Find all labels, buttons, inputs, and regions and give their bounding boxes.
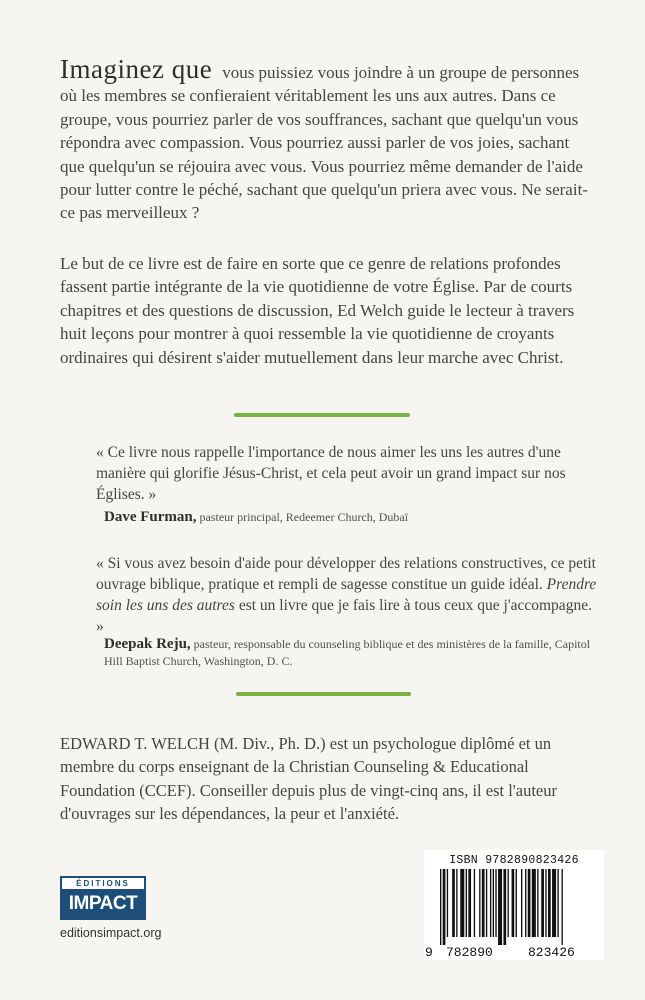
quote-2-text-after: est un livre que je fais lire à tous ceux que j'accompagne. » [96, 597, 592, 635]
barcode-group-2: 823426 [528, 945, 575, 960]
barcode-bar [495, 869, 496, 937]
barcode-bar [468, 869, 471, 937]
barcode-bar [557, 869, 558, 937]
publisher-logo-bottom: IMPACT [62, 889, 144, 918]
quote-2-attribution [104, 636, 604, 670]
barcode-bar [532, 869, 536, 937]
barcode-bar [508, 869, 509, 937]
barcode-bar [545, 869, 546, 937]
intro-lead: Imaginez que [60, 54, 213, 84]
barcode-group-1: 782890 [446, 945, 493, 960]
barcode-bar [503, 869, 506, 945]
barcode-bar [562, 869, 563, 945]
divider-bottom [236, 692, 411, 696]
isbn-label: ISBN 9782890823426 [449, 854, 579, 867]
barcode-bar [479, 869, 480, 937]
barcode-bars [432, 869, 596, 945]
barcode-bar [440, 869, 441, 945]
author-name: EDWARD T. WELCH [60, 734, 210, 753]
barcode-first-digit: 9 [425, 945, 433, 960]
quote-2-text-before: « Si vous avez besoin d'aide pour développer des relations constructives, ce petit ouvrage biblique, pratique et rempli de sagesse constitue un guide idéal. [96, 555, 596, 593]
quote-2-book-title: Prendre soin les uns des autres [96, 576, 597, 614]
barcode-bar [460, 869, 464, 937]
barcode-bar [525, 869, 526, 937]
barcode-bar [541, 869, 544, 937]
intro-paragraph [60, 54, 598, 225]
barcode-bar [516, 869, 517, 937]
barcode-bar [456, 869, 457, 937]
publisher-logo [60, 876, 146, 920]
barcode-bar [528, 869, 531, 937]
quote-1-name: Dave Furman, [104, 509, 197, 525]
description-paragraph: Le but de ce livre est de faire en sorte que ce genre de relations profondes fassent partie intégrante de la vie quotidienne de votre Église. Par de courts chapitres et des questions de discussion, Ed Welch guide le lecteur à travers huit leçons pour montrer à quoi ressemble la vie quotidienne de croyants ordinaires qui désirent s'aider mutuellement dans leur marche avec Christ. [60, 254, 575, 367]
quote-2-role: pasteur, responsable du counseling biblique et des ministères de la famille, Capitol Hill Baptist Church, Washington, D. C. [104, 637, 591, 668]
barcode-bar [447, 869, 448, 937]
quote-1-text: « Ce livre nous rappelle l'importance de nous aimer les uns les autres d'une manière qui glorifie Jésus-Christ, et cela peut avoir un grand impact sur nos Églises. » [96, 444, 566, 503]
publisher-logo-top: ÉDITIONS [62, 878, 144, 889]
barcode-bar [493, 869, 494, 937]
quote-1-attribution [104, 509, 604, 526]
divider-top [234, 413, 410, 417]
author-bio-text: (M. Div., Ph. D.) est un psychologue diplômé et un membre du corps enseignant de la Christian Counseling & Educational Foundation (CCEF). Conseiller depuis plus de vingt-cinq ans, il est l'auteur d'ouvrages sur les dépendances, la peur et l'anxiété. [60, 734, 557, 824]
publisher-url[interactable]: editionsimpact.org [60, 926, 162, 940]
barcode-bar [537, 869, 538, 937]
barcode-bar [552, 869, 556, 937]
barcode-bar [486, 869, 487, 937]
barcode-bar [452, 869, 455, 937]
barcode-bar [466, 869, 467, 937]
barcode-bar [512, 869, 515, 937]
quote-1-role: pasteur principal, Redeemer Church, Dubaï [199, 510, 409, 524]
barcode-bar [521, 869, 522, 937]
author-bio [60, 732, 602, 826]
quote-2-text [96, 553, 601, 637]
quote-2-name: Deepak Reju, [104, 636, 191, 652]
intro-text: vous puissiez vous joindre à un groupe de personnes où les membres se confieraient véritablement les uns aux autres. Dans ce groupe, vous pourriez parler de vos souffrances, sachant que quelqu'un vous répondra avec compassion. Vous pourriez aussi parler de vos joies, sachant que quelqu'un se réjouira avec vous. Vous pourriez même demander de l'aide pour lutter contre le péché, sachant que quelqu'un priera avec vous. Ne serait-ce pas merveilleux ? [60, 63, 588, 223]
barcode-bar [490, 869, 491, 937]
barcode-bar [498, 869, 502, 945]
barcode-bar [548, 869, 551, 937]
barcode-bar [482, 869, 485, 937]
barcode-bar [474, 869, 475, 937]
barcode-bar [443, 869, 446, 945]
barcode [424, 850, 604, 960]
